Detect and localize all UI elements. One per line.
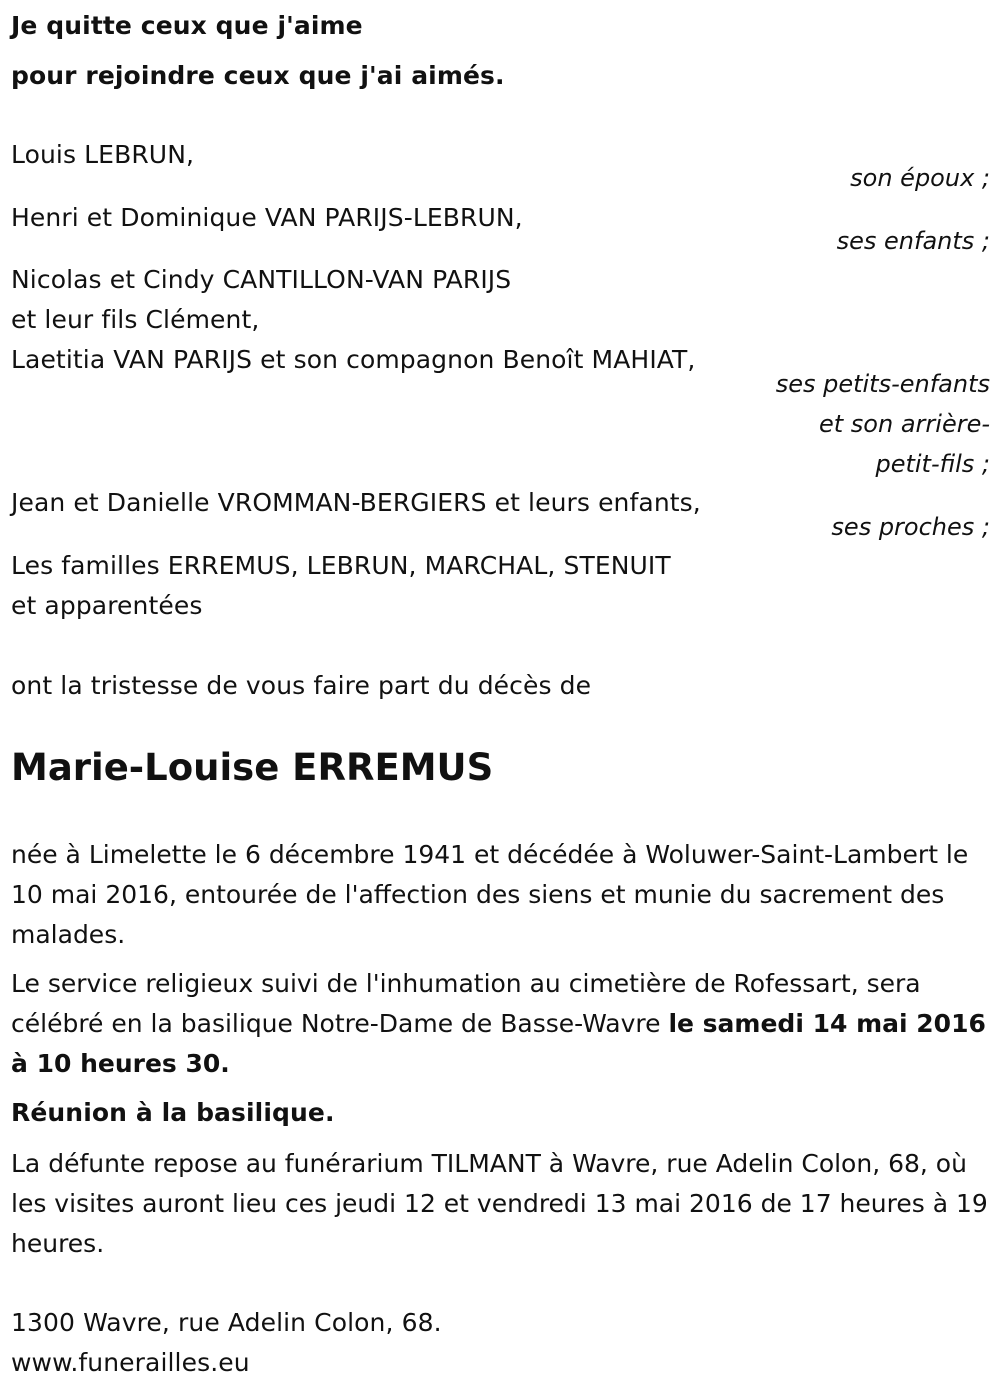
epigraph-line-1: Je quitte ceux que j'aime	[11, 11, 363, 40]
service-paragraph	[11, 964, 993, 1084]
families-line-1: Les familles ERREMUS, LEBRUN, MARCHAL, STENUIT	[11, 551, 671, 580]
relatives-names: Jean et Danielle VROMMAN-BERGIERS et leurs enfants,	[11, 488, 701, 517]
children-relation: ses enfants ;	[836, 227, 990, 255]
reunion-text: Réunion à la basilique.	[11, 1098, 335, 1127]
contact-address: 1300 Wavre, rue Adelin Colon, 68.	[11, 1308, 442, 1337]
relatives-relation: ses proches ;	[831, 513, 990, 541]
grandchildren-relation-line-3: petit-fils ;	[875, 450, 990, 478]
husband-name: Louis LEBRUN,	[11, 140, 195, 169]
families-line-2: et apparentées	[11, 591, 203, 620]
grandchildren-line-3: Laetitia VAN PARIJS et son compagnon Benoît MAHIAT,	[11, 345, 696, 374]
epigraph-line-2: pour rejoindre ceux que j'ai aimés.	[11, 61, 505, 90]
deceased-name: Marie-Louise ERREMUS	[11, 746, 494, 789]
grandchildren-relation-line-1: ses petits-enfants	[775, 370, 990, 398]
grandchildren-line-2: et leur fils Clément,	[11, 305, 260, 334]
visitation-paragraph: La défunte repose au funérarium TILMANT à Wavre, rue Adelin Colon, 68, où les visites auront lieu ces jeudi 12 et vendredi 13 mai 2016 de 17 heures à 19 heures.	[11, 1149, 988, 1258]
grandchildren-line-1: Nicolas et Cindy CANTILLON-VAN PARIJS	[11, 265, 512, 294]
service-text: Le service religieux suivi de l'inhumation au cimetière de Rofessart, sera célébré en la basilique Notre-Dame de Basse-Wavre	[11, 969, 921, 1038]
children-names: Henri et Dominique VAN PARIJS-LEBRUN,	[11, 203, 523, 232]
birth-death-paragraph: née à Limelette le 6 décembre 1941 et décédée à Woluwer-Saint-Lambert le 10 mai 2016, entourée de l'affection des siens et munie du sacrement des malades.	[11, 840, 969, 949]
contact-website[interactable]: www.funerailles.eu	[11, 1348, 250, 1377]
husband-relation: son époux ;	[850, 164, 990, 192]
announcement-text: ont la tristesse de vous faire part du décès de	[11, 671, 592, 700]
grandchildren-relation-line-2: et son arrière-	[819, 410, 990, 438]
service-datetime: le samedi 14 mai 2016 à 10 heures 30.	[11, 1009, 986, 1078]
